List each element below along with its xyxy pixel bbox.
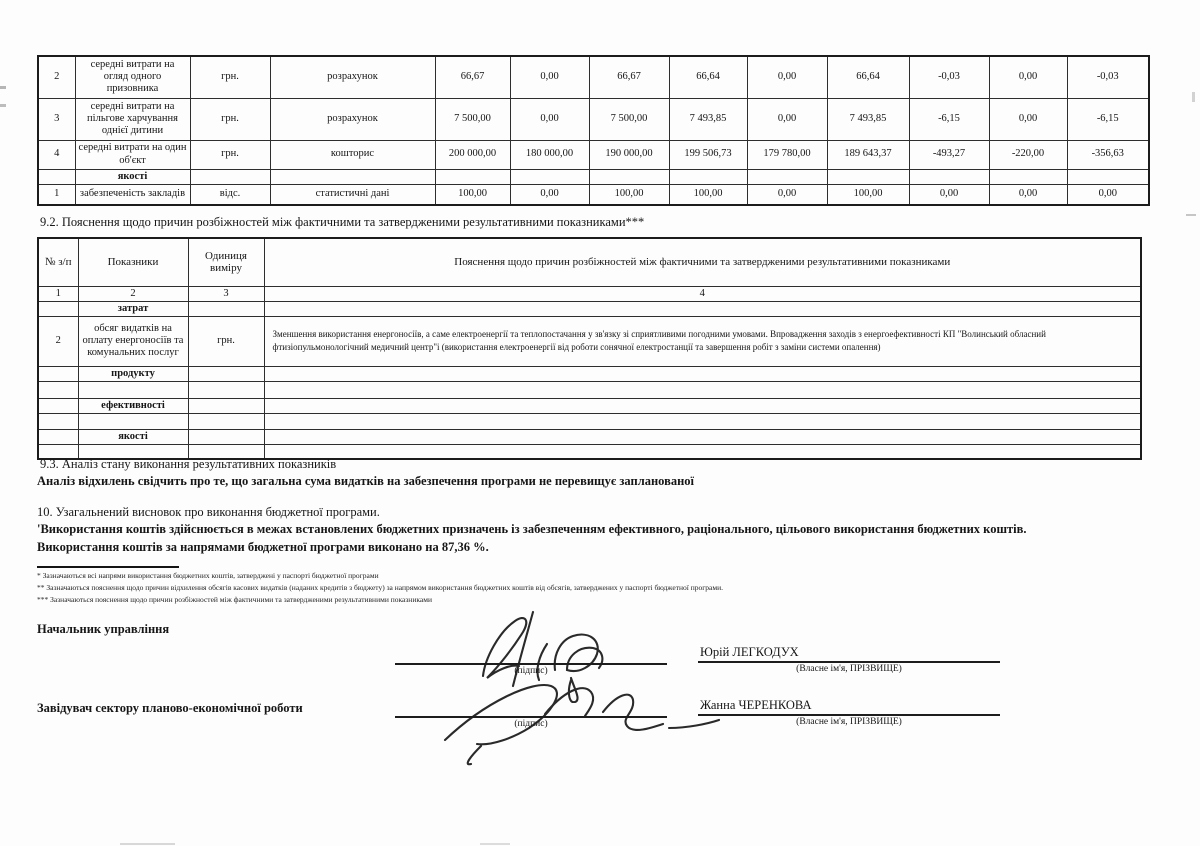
signatory-2-name: Жанна ЧЕРЕНКОВА [700, 698, 812, 712]
table-cell: 0,00 [989, 98, 1067, 140]
table-cell: 0,00 [989, 56, 1067, 98]
scan-artifact [1186, 214, 1196, 216]
section-10-line2: Використання коштів за напрямами бюджетної програми виконано на 87,36 %. [37, 540, 489, 554]
table-cell [38, 366, 78, 381]
table-cell [78, 381, 188, 398]
table-cell: Одиниця виміру [188, 238, 264, 286]
table-cell: якості [75, 169, 190, 184]
table-cell [188, 381, 264, 398]
table-cell [989, 169, 1067, 184]
table-row [38, 56, 1149, 98]
section-9-3-conclusion: Аналіз відхилень свідчить про те, що загальна сума видатків на забезпечення програми не перевищує запланованої [37, 474, 695, 488]
table-cell [188, 398, 264, 413]
table-cell: 7 493,85 [827, 98, 909, 140]
scan-artifact [0, 104, 6, 107]
footnote-2: ** Зазначаються пояснення щодо причин відхилення обсягів касових видатків (наданих кредитів з бюджету) за напрямом використання бюджетних коштів від обсягів, затверджених у паспорті бюджетної програми. [37, 583, 724, 592]
table-cell [827, 169, 909, 184]
scan-artifact [0, 86, 6, 89]
table-cell: -6,15 [909, 98, 989, 140]
table-row [38, 98, 1149, 140]
table-row [38, 366, 1141, 381]
table-cell [38, 381, 78, 398]
signatory-2-name-line [698, 714, 1000, 716]
table-cell: грн. [190, 98, 270, 140]
table-cell: 100,00 [435, 184, 510, 205]
footnote-separator [37, 566, 179, 568]
footnote-1: * Зазначаються всі напрями використання бюджетних коштів, затверджені у паспорті бюджетної програми [37, 571, 379, 580]
table-cell: 0,00 [510, 98, 589, 140]
table-cell [909, 169, 989, 184]
table-cell: Зменшення використання енергоносіїв, а саме електроенергії та теплопостачання у зв'язку зі сприятливими погодними умовами. Впровадження заходів з енергоефективності КП "Волинський обласний фтизіопульмонологічний медичний центр"і (використання електроенергії від роботи сонячної електростанції та завершення робіт з заміни системи опалення) [264, 316, 1141, 366]
table-cell [264, 301, 1141, 316]
table-cell: -220,00 [989, 140, 1067, 169]
table-cell [78, 413, 188, 429]
table-cell: -0,03 [909, 56, 989, 98]
table-cell: 66,67 [435, 56, 510, 98]
table-cell: 100,00 [827, 184, 909, 205]
table-cell [38, 429, 78, 444]
table-cell [264, 381, 1141, 398]
section-9-3-heading: 9.3. Аналіз стану виконання результативних показників [40, 457, 337, 471]
table-cell [188, 413, 264, 429]
table-cell [747, 169, 827, 184]
table-cell: -6,15 [1067, 98, 1149, 140]
table-cell: середні витрати на один об'єкт [75, 140, 190, 169]
signatory-2-title: Завідувач сектору планово-економічної роботи [37, 701, 303, 715]
table-cell [38, 169, 75, 184]
table-cell: продукту [78, 366, 188, 381]
results-values-table [37, 55, 1150, 206]
scan-artifact [120, 843, 175, 845]
scan-artifact [1192, 92, 1195, 102]
table-cell: статистичні дані [270, 184, 435, 205]
table-cell [188, 301, 264, 316]
table-cell: 66,64 [827, 56, 909, 98]
table-cell: розрахунок [270, 56, 435, 98]
table-cell: Показники [78, 238, 188, 286]
signature-1-caption: (підпис) [514, 666, 548, 676]
signatory-2-name-caption: (Власне ім'я, ПРІЗВИЩЕ) [796, 717, 902, 727]
table-row [38, 301, 1141, 316]
table-cell [264, 366, 1141, 381]
table-cell: 0,00 [989, 184, 1067, 205]
table-cell: 0,00 [747, 98, 827, 140]
signatory-1-name-caption: (Власне ім'я, ПРІЗВИЩЕ) [796, 664, 902, 674]
table-cell [190, 169, 270, 184]
table-cell: 0,00 [510, 56, 589, 98]
table-cell: 199 506,73 [669, 140, 747, 169]
table-cell: Пояснення щодо причин розбіжностей між фактичними та затвердженими результативними показниками [264, 238, 1141, 286]
table-row [38, 238, 1141, 286]
table-cell: ефективності [78, 398, 188, 413]
footnote-3: *** Зазначаються пояснення щодо причин розбіжностей між фактичними та затвердженими результативними показниками [37, 595, 432, 604]
table-cell: 1 [38, 286, 78, 301]
table-cell [264, 444, 1141, 459]
table-cell: 4 [38, 140, 75, 169]
table-cell: 4 [264, 286, 1141, 301]
table-cell [264, 398, 1141, 413]
explanations-table [37, 237, 1142, 460]
table-cell [264, 429, 1141, 444]
table-cell: грн. [190, 56, 270, 98]
table-cell: якості [78, 429, 188, 444]
table-cell: 189 643,37 [827, 140, 909, 169]
table-cell: 200 000,00 [435, 140, 510, 169]
table-cell: обсяг видатків на оплату енергоносіїв та комунальних послуг [78, 316, 188, 366]
table-cell [38, 413, 78, 429]
signatory-1-name-line [698, 661, 1000, 663]
table-cell: 2 [38, 316, 78, 366]
table-cell: 7 500,00 [589, 98, 669, 140]
table-cell [589, 169, 669, 184]
table-row [38, 140, 1149, 169]
table-row [38, 316, 1141, 366]
table-cell: № з/п [38, 238, 78, 286]
table-cell [669, 169, 747, 184]
table-cell [188, 429, 264, 444]
table-row [38, 184, 1149, 205]
table-cell [188, 366, 264, 381]
table-row [38, 381, 1141, 398]
table-cell: 7 493,85 [669, 98, 747, 140]
table-cell [1067, 169, 1149, 184]
table-cell: 0,00 [747, 56, 827, 98]
signature-1-line [395, 663, 667, 665]
table-row [38, 429, 1141, 444]
table-cell [38, 398, 78, 413]
table-cell: кошторис [270, 140, 435, 169]
signature-2-caption: (підпис) [514, 719, 548, 729]
table-cell: 0,00 [909, 184, 989, 205]
table-cell: затрат [78, 301, 188, 316]
table-cell: грн. [190, 140, 270, 169]
signatory-1-name: Юрій ЛЕГКОДУХ [700, 645, 799, 659]
table-cell: 100,00 [589, 184, 669, 205]
table-cell: розрахунок [270, 98, 435, 140]
table-cell: 7 500,00 [435, 98, 510, 140]
table-cell: відс. [190, 184, 270, 205]
scan-artifact [480, 843, 510, 845]
table-cell: 66,67 [589, 56, 669, 98]
table-row [38, 286, 1141, 301]
table-row [38, 398, 1141, 413]
section-10-heading: 10. Узагальнений висновок про виконання бюджетної програми. [37, 505, 380, 519]
table-cell: -0,03 [1067, 56, 1149, 98]
section-10-line1: 'Використання коштів здійснюється в межах встановлених бюджетних призначень із забезпеченням ефективного, раціонального, цільового використання бюджетних коштів. [37, 522, 1027, 536]
table-cell [38, 301, 78, 316]
table-cell: 0,00 [510, 184, 589, 205]
table-cell: 100,00 [669, 184, 747, 205]
table-cell [510, 169, 589, 184]
table-cell: 0,00 [747, 184, 827, 205]
table-cell: 0,00 [1067, 184, 1149, 205]
signature-2-line [395, 716, 667, 718]
table-cell: 190 000,00 [589, 140, 669, 169]
table-cell: 1 [38, 184, 75, 205]
table-row [38, 413, 1141, 429]
table-cell: середні витрати на пільгове харчування однієї дитини [75, 98, 190, 140]
table-cell: 66,64 [669, 56, 747, 98]
table-cell [264, 413, 1141, 429]
table-cell [270, 169, 435, 184]
table-cell: -356,63 [1067, 140, 1149, 169]
table-cell: 179 780,00 [747, 140, 827, 169]
table-cell: середні витрати на огляд одного призовника [75, 56, 190, 98]
section-9-2-title: 9.2. Пояснення щодо причин розбіжностей між фактичними та затвердженими результативними показниками*** [40, 215, 645, 229]
table-row [38, 169, 1149, 184]
table-cell: 2 [78, 286, 188, 301]
table-cell: грн. [188, 316, 264, 366]
signatory-1-title: Начальник управління [37, 622, 170, 636]
table-cell: 2 [38, 56, 75, 98]
table-cell: 180 000,00 [510, 140, 589, 169]
table-cell: 3 [188, 286, 264, 301]
table-cell: -493,27 [909, 140, 989, 169]
table-cell: 3 [38, 98, 75, 140]
table-cell [435, 169, 510, 184]
table-cell: забезпеченість закладів [75, 184, 190, 205]
